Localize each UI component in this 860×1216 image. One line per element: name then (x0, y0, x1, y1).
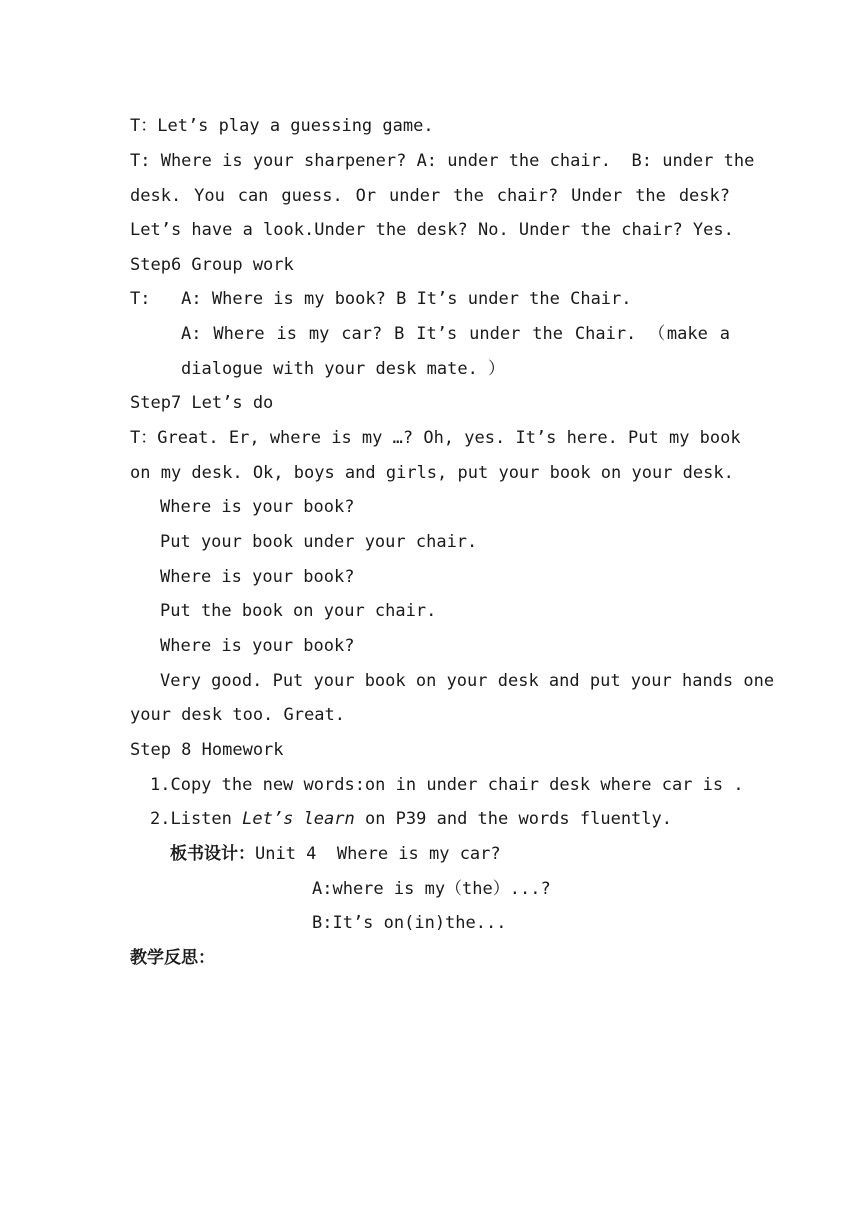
text-line: desk. You can guess. Or under the chair? Under the desk? (130, 186, 730, 206)
section-heading: Step6 Group work (130, 255, 294, 275)
text-line: T: Where is your sharpener? A: under the chair. B: under the (130, 151, 755, 171)
text-line: Put the book on your chair. (160, 601, 437, 621)
text-line: Where is your book? (160, 497, 355, 517)
board-line: B:It’s on(in)the... (312, 913, 507, 933)
text-line: your desk too. Great. (130, 705, 345, 725)
board-line: A:where is my（the）...? (312, 879, 551, 899)
text-line: T：Great. Er, where is my …? Oh, yes. It’s here. Put my book (130, 428, 741, 448)
text-line: on my desk. Ok, boys and girls, put your book on your desk. (130, 463, 734, 483)
text-line: T: A: Where is my book? B It’s under the Chair. (130, 289, 632, 309)
text-line: A: Where is my car? B It’s under the Chair. （make a (181, 324, 730, 344)
board-design-title: Unit 4 Where is my car? (255, 844, 501, 864)
homework-item (150, 808, 672, 830)
section-heading: Step 8 Homework (130, 740, 284, 760)
board-design (170, 843, 501, 865)
homework-text: on P39 and the words fluently. (354, 809, 672, 829)
homework-item: 1.Copy the new words:on in under chair desk where car is . (150, 775, 744, 795)
text-line: Let’s have a look.Under the desk? No. Under the chair? Yes. (130, 220, 734, 240)
text-line: Where is your book? (160, 567, 355, 587)
text-line: Put your book under your chair. (160, 532, 478, 552)
text-line: T：Let’s play a guessing game. (130, 116, 434, 136)
text-line: dialogue with your desk mate. ） (181, 359, 506, 379)
reflection-label: 教学反思： (130, 948, 215, 968)
text-line: Very good. Put your book on your desk and put your hands one (160, 671, 775, 691)
lets-learn-title: Let’s learn (242, 809, 355, 829)
text-line: Where is your book? (160, 636, 355, 656)
homework-text: 2.Listen (150, 809, 243, 829)
board-design-label: 板书设计： (170, 844, 255, 864)
section-heading: Step7 Let’s do (130, 393, 274, 413)
